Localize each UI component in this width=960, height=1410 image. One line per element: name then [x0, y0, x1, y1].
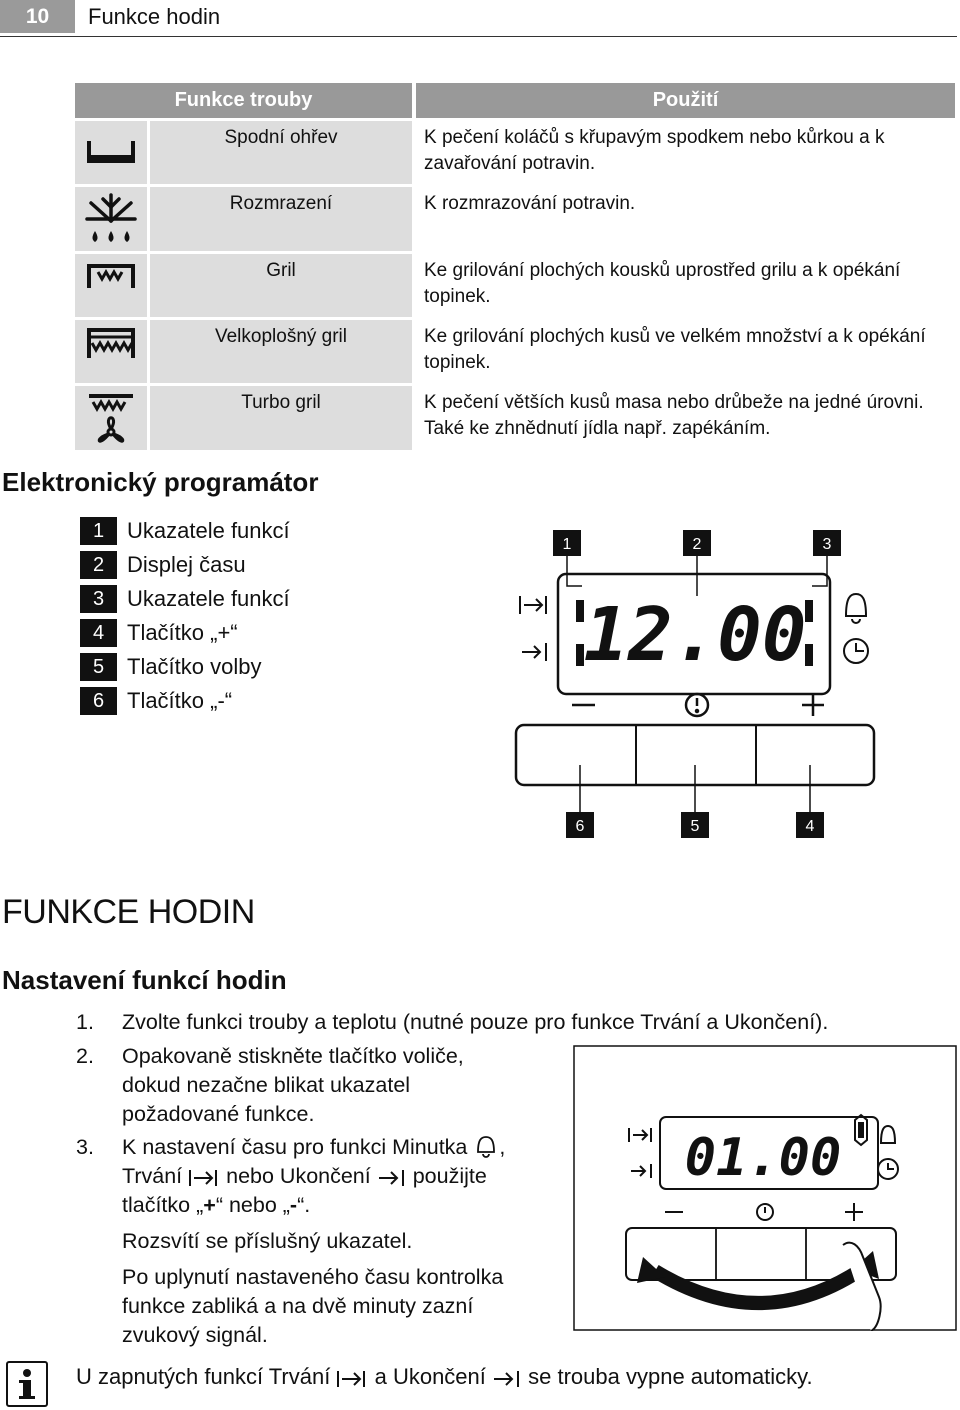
legend-label: Displej času — [127, 552, 246, 577]
legend-item — [80, 616, 290, 650]
page-header-title: Funkce hodin — [88, 4, 221, 29]
col-header-use: Použití — [416, 83, 955, 118]
section-title: FUNKCE HODIN — [2, 893, 255, 931]
table-row — [75, 118, 955, 184]
table-row — [75, 251, 955, 317]
bottom-heat-icon — [75, 118, 150, 184]
callout-3-label: 3 — [822, 536, 832, 553]
page-number: 10 — [0, 0, 75, 33]
step-number: 3. — [76, 1135, 94, 1159]
step-text: Po uplynutí nastaveného času kontrolka funkce zabliká a na dvě minuty zazní zvukový signál. — [122, 1265, 504, 1347]
turbo-grill-icon — [75, 383, 150, 450]
function-name: Gril — [150, 251, 412, 317]
programmer-title: Elektronický programátor — [2, 467, 319, 497]
function-use: K pečení větších kusů masa nebo drůbeže na jedné úrovni. Také ke zhnědnutí jídla např. zapékáním. — [416, 383, 955, 450]
step-text: K nastavení času pro funkci Minutka , Trvání nebo Ukončení použijte tlačítko „+“ nebo „-“. — [122, 1135, 506, 1217]
callout-2-label: 2 — [692, 536, 702, 553]
oven-functions-table — [75, 83, 955, 450]
col-header-function: Funkce trouby — [75, 83, 412, 118]
step-number: 1. — [76, 1010, 94, 1034]
display-time-2: 01.00 — [684, 1128, 842, 1188]
programmer-legend — [80, 514, 290, 718]
function-name: Spodní ohřev — [150, 118, 412, 184]
legend-label: Ukazatele funkcí — [127, 518, 290, 543]
header-rule — [0, 36, 957, 37]
step-text: Opakovaně stiskněte tlačítko voliče, dokud nezačne blikat ukazatel požadované funkce. — [122, 1044, 464, 1126]
function-use: Ke grilování plochých kousků uprostřed grilu a k opékání topinek. — [416, 251, 955, 317]
legend-item — [80, 582, 290, 616]
callout-5-label: 5 — [690, 818, 700, 835]
full-grill-icon — [75, 317, 150, 383]
legend-item — [80, 650, 290, 684]
duration-icon — [336, 1367, 368, 1389]
legend-number: 6 — [80, 687, 117, 715]
end-time-icon — [492, 1367, 522, 1389]
defrost-icon — [75, 184, 150, 251]
function-name: Turbo gril — [150, 383, 412, 450]
legend-number: 5 — [80, 653, 117, 681]
callout-1-label: 1 — [562, 536, 572, 553]
step-number: 2. — [76, 1044, 94, 1068]
legend-number: 1 — [80, 517, 117, 545]
callout-6-label: 6 — [575, 818, 585, 835]
function-name: Velkoplošný gril — [150, 317, 412, 383]
table-row — [75, 317, 955, 383]
function-use: K pečení koláčů s křupavým spodkem nebo kůrkou a k zavařování potravin. — [416, 118, 955, 184]
legend-number: 4 — [80, 619, 117, 647]
callout-4-label: 4 — [805, 818, 815, 835]
step-text: Rozsvítí se příslušný ukazatel. — [122, 1229, 413, 1253]
function-use: K rozmrazování potravin. — [416, 184, 955, 251]
section-subtitle: Nastavení funkcí hodin — [2, 965, 287, 995]
function-use: Ke grilování plochých kusů ve velkém množství a k opékání topinek. — [416, 317, 955, 383]
function-name: Rozmrazení — [150, 184, 412, 251]
step-text: Zvolte funkci trouby a teplotu (nutné pouze pro funkce Trvání a Ukončení). — [122, 1010, 829, 1034]
grill-icon — [75, 251, 150, 317]
display-time: 12.00 — [583, 592, 807, 678]
programmer-diagram — [500, 520, 900, 850]
end-time-icon — [377, 1166, 407, 1188]
legend-label: Tlačítko „-“ — [127, 688, 233, 713]
legend-label: Ukazatele funkcí — [127, 586, 290, 611]
legend-item — [80, 548, 290, 582]
legend-number: 2 — [80, 551, 117, 579]
duration-icon — [188, 1166, 220, 1188]
legend-label: Tlačítko „+“ — [127, 620, 238, 645]
clock-illustration — [573, 1045, 957, 1331]
legend-label: Tlačítko volby — [127, 654, 262, 679]
info-note: U zapnutých funkcí Trvání a Ukončení se trouba vypne automaticky. — [76, 1364, 813, 1389]
legend-number: 3 — [80, 585, 117, 613]
bell-icon — [473, 1134, 499, 1158]
legend-item — [80, 514, 290, 548]
table-row — [75, 383, 955, 450]
table-row — [75, 184, 955, 251]
info-icon — [6, 1361, 48, 1407]
legend-item — [80, 684, 290, 718]
